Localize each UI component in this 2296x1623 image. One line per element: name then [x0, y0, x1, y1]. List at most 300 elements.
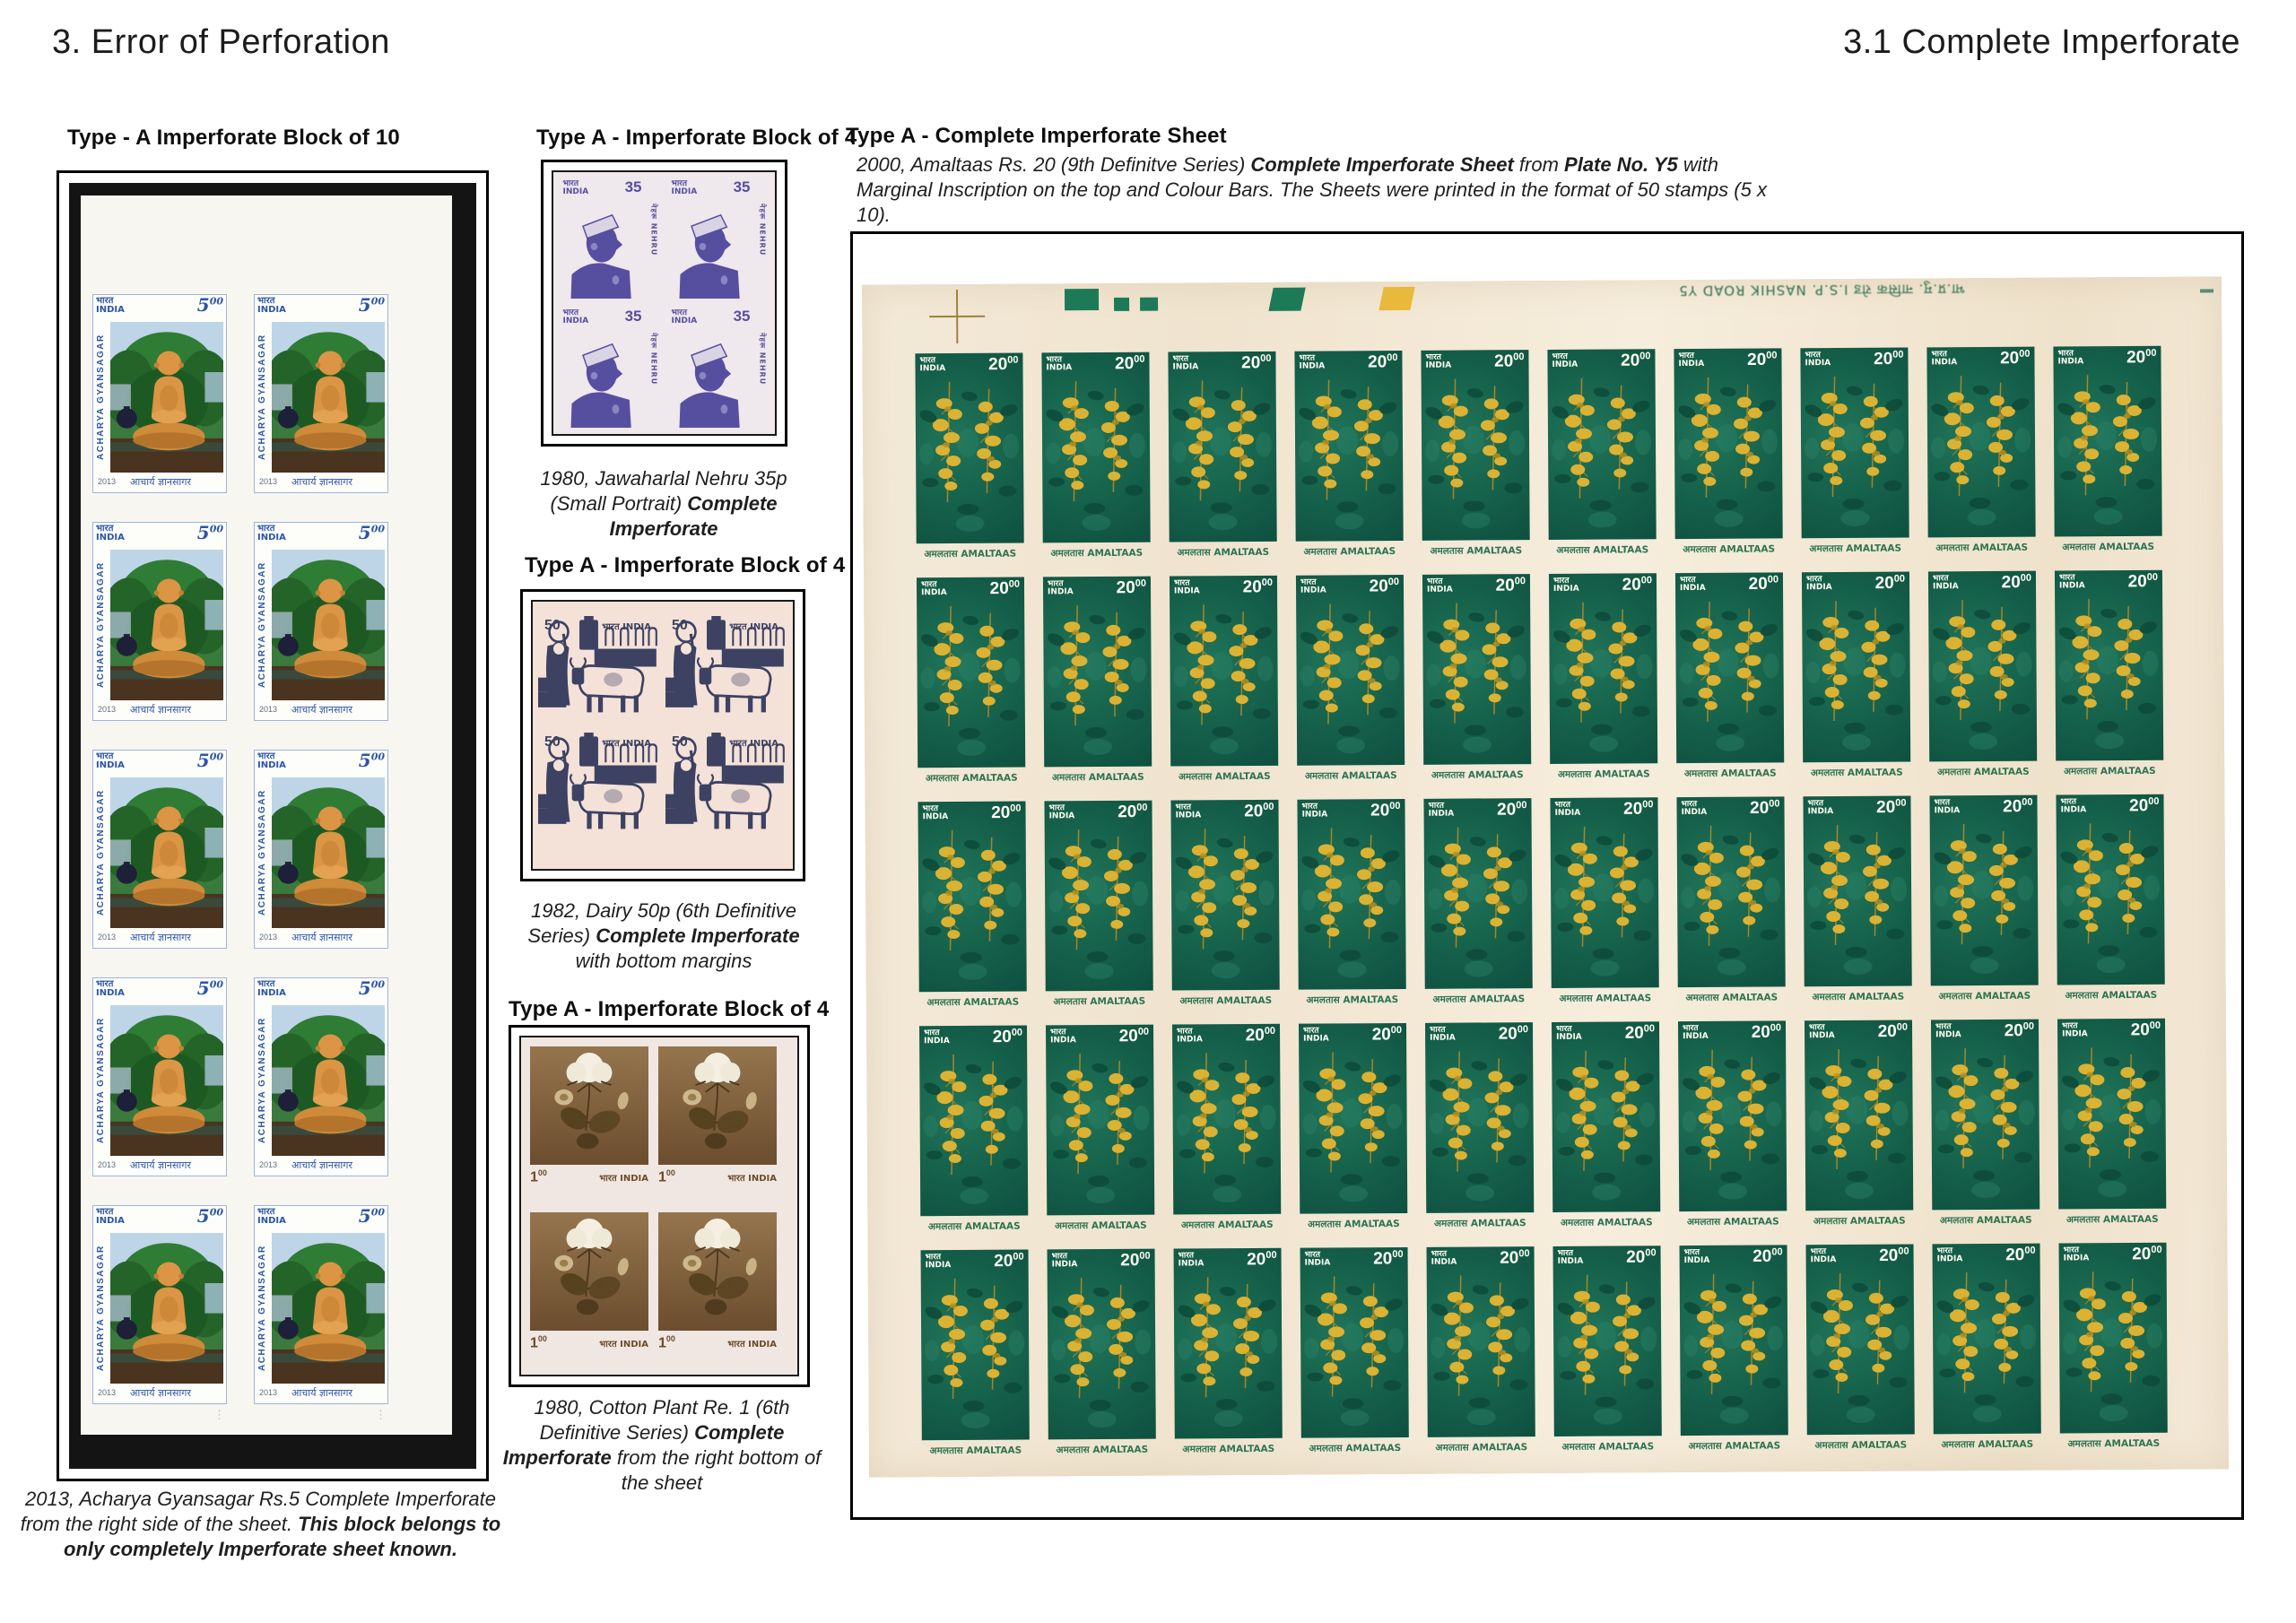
stamp-country: भारत INDIA	[1934, 798, 1961, 815]
amaltaas-flower-art	[1299, 1023, 1407, 1214]
stamp-amaltaas-rs20	[1170, 800, 1279, 1016]
amaltaas-flower-art	[1805, 1020, 1913, 1211]
amaltaas-stamp-face	[1296, 575, 1405, 766]
nehru-portrait-art	[669, 195, 755, 299]
stamp-country: भारत INDIA	[602, 739, 651, 749]
stamp-country: भारत INDIA	[1807, 799, 1834, 816]
amaltaas-stamp-face	[1044, 801, 1152, 992]
amaltaas-label: अमलतास AMALTAAS	[1050, 547, 1144, 560]
stamp-amaltaas-rs20	[1928, 571, 2037, 787]
stamp-name-hindi: आचार्य ज्ञानसागर	[130, 703, 191, 716]
amaltaas-flower-art	[1806, 1245, 1915, 1436]
stamp-value: $20^{00}$	[1751, 1022, 1782, 1042]
stamp-country: भारत INDIA	[1552, 352, 1578, 369]
stamp-country: भारत INDIA	[96, 751, 125, 770]
stamp-value: 35	[733, 308, 751, 325]
stamp-country: भारत INDIA	[96, 296, 125, 315]
amaltaas-stamp-face	[1170, 576, 1278, 767]
amaltaas-label: अमलतास AMALTAAS	[1309, 1442, 1402, 1454]
stamp-country: भारत INDIA	[925, 1253, 952, 1270]
stamp-name-hindi: आचार्य ज्ञानसागर	[130, 475, 191, 488]
amaltaas-label: अमलतास AMALTAAS	[1688, 1440, 1781, 1453]
stamp-value: $20^{00}$	[1494, 352, 1525, 371]
stamp-value: $20^{00}$	[1750, 798, 1780, 818]
stamp-country: भारत INDIA	[1050, 1028, 1076, 1045]
amaltaas-flower-art	[1294, 351, 1403, 542]
amaltaas-flower-art	[1549, 573, 1657, 764]
stamp-amaltaas-rs20	[1802, 572, 1910, 788]
stamp-amaltaas-rs20	[1299, 1023, 1407, 1239]
stamp-value: $20^{00}$	[2127, 571, 2159, 592]
amaltaas-stamp-face	[1805, 1020, 1913, 1211]
stamp-side-text: ACHARYA GYANSAGAR	[96, 789, 106, 916]
stamp-value: $1^{00}$	[658, 1334, 675, 1351]
amaltaas-flower-art	[1931, 1020, 2039, 1211]
amaltaas-label: अमलतास AMALTAAS	[1683, 768, 1777, 780]
amaltaas-flower-art	[918, 802, 1026, 993]
stamp-value: $5^{00}$	[196, 522, 223, 543]
stamp-cotton-re1	[655, 1043, 780, 1206]
stamp-cotton-re1	[526, 1209, 652, 1372]
stamp-side-text: ACHARYA GYANSAGAR	[96, 1017, 106, 1144]
stamp-amaltaas-rs20	[1552, 1021, 1660, 1237]
amaltaas-stamp-face	[1041, 352, 1150, 543]
stamp-value: $20^{00}$	[2004, 1020, 2035, 1041]
amaltaas-label: अमलतास AMALTAAS	[2062, 541, 2155, 553]
stamp-value: $20^{00}$	[992, 1027, 1023, 1047]
stamp-value: $20^{00}$	[1500, 1248, 1530, 1268]
amaltaas-stamp-face	[915, 353, 1023, 544]
amaltaas-label: अमलतास AMALTAAS	[1814, 1439, 1908, 1452]
amaltaas-flower-art	[1296, 575, 1405, 766]
amaltaas-stamp-grid	[915, 346, 2168, 1465]
stamp-amaltaas-rs20	[1926, 347, 2035, 563]
amaltaas-label: अमलतास AMALTAAS	[1560, 1217, 1653, 1228]
stamp-amaltaas-rs20	[1172, 1024, 1281, 1240]
amaltaas-flower-art	[1043, 577, 1152, 768]
amaltaas-stamp-face	[1933, 1244, 2041, 1435]
stamp-header	[96, 522, 223, 550]
cotton-plant-art	[530, 1212, 648, 1331]
amaltaas-stamp-face	[1299, 1023, 1407, 1214]
amaltaas-flower-art	[1041, 352, 1150, 543]
stamp-amaltaas-rs20	[1421, 350, 1529, 566]
amaltaas-label: अमलतास AMALTAAS	[1813, 1215, 1906, 1228]
stamp-value: $20^{00}$	[1498, 1024, 1529, 1044]
acharya-frame	[57, 170, 489, 1481]
caption-text: with Marginal Inscription on the top and Colour Bars. The Sheets were printed in the format of 50 stamps (5 x 10).	[857, 153, 1767, 227]
amaltaas-stamp-face	[1928, 571, 2037, 762]
stamp-acharya-gyansagar	[92, 522, 227, 721]
stamp-name-hindi: आचार्य ज्ञानसागर	[130, 1159, 191, 1171]
amaltaas-stamp-face	[1423, 798, 1532, 989]
amaltaas-label: अमलतास AMALTAAS	[1433, 1218, 1526, 1229]
stamp-acharya-gyansagar	[254, 1205, 388, 1404]
stamp-country: भारत INDIA	[1048, 803, 1075, 820]
stamp-dairy-50p	[536, 731, 662, 846]
left-block-heading: Type - A Imperforate Block of 10	[67, 126, 400, 150]
stamp-value: $20^{00}$	[991, 803, 1022, 823]
colour-bar-yellow	[1378, 287, 1414, 310]
marginal-inscription: भा.प्र.मु. नासिक रोड I.S.P. NASHIK ROAD Y5	[1678, 281, 1965, 299]
cotton-stamp-block	[519, 1036, 799, 1376]
stamp-year: 2013	[98, 705, 117, 714]
amaltaas-flower-art	[1425, 1022, 1534, 1213]
amaltaas-stamp-face	[1294, 351, 1403, 542]
amaltaas-label: अमलतास AMALTAAS	[1556, 544, 1649, 556]
amaltaas-flower-art	[1676, 796, 1785, 987]
amaltaas-flower-art	[1168, 352, 1276, 542]
caption-text: from the right bottom of the sheet	[611, 1446, 822, 1495]
amaltaas-flower-art	[1933, 1244, 2041, 1435]
stamp-country: भारत INDIA	[1679, 575, 1706, 593]
stamp-name-hindi: आचार्य ज्ञानसागर	[291, 1386, 352, 1399]
stamp-value: $20^{00}$	[1624, 1023, 1656, 1043]
stamp-country: भारत INDIA	[1428, 801, 1455, 819]
stamp-amaltaas-rs20	[917, 577, 1025, 794]
amaltaas-flower-art	[1926, 347, 2035, 538]
stamp-value: $20^{00}$	[2130, 1020, 2161, 1040]
amaltaas-flower-art	[917, 577, 1025, 768]
amaltaas-stamp-face	[1300, 1247, 1409, 1438]
stamp-name-hindi: आचार्य ज्ञानसागर	[130, 931, 191, 943]
acharya-stamp-art	[272, 322, 385, 473]
stamp-country: भारत INDIA	[727, 1340, 777, 1350]
stamp-value: $20^{00}$	[1623, 799, 1654, 819]
amaltaas-label: अमलतास AMALTAAS	[1053, 995, 1146, 1008]
stamp-value: $20^{00}$	[1118, 1026, 1150, 1046]
caption-bold: Complete Imperforate	[502, 1421, 785, 1470]
stamp-header	[96, 752, 223, 777]
stamp-country: भारत INDIA	[671, 308, 698, 325]
stamp-acharya-gyansagar	[92, 1205, 227, 1404]
stamp-country: भारत INDIA	[727, 1174, 777, 1185]
amaltaas-flower-art	[1674, 348, 1782, 539]
stamp-country: भारत INDIA	[1431, 1249, 1457, 1267]
stamp-amaltaas-rs20	[1800, 348, 1909, 564]
caption-text: 2000, Amaltaas Rs. 20 (9th Definitve Series)	[857, 153, 1251, 176]
stamp-value: $5^{00}$	[196, 977, 223, 999]
stamp-value: $20^{00}$	[988, 354, 1019, 375]
stamp-value: $20^{00}$	[989, 578, 1021, 599]
nehru-caption	[516, 466, 812, 542]
amaltaas-stamp-face	[2059, 1243, 2168, 1434]
stamp-side-text: ACHARYA GYANSAGAR	[257, 561, 267, 689]
dairy-stamp-art	[665, 733, 787, 844]
amaltaas-stamp-face	[1553, 1245, 1662, 1436]
stamp-header	[257, 977, 385, 1005]
stamp-country: भारत INDIA	[924, 1028, 950, 1046]
amaltaas-stamp-face	[1552, 1021, 1660, 1212]
amaltaas-flower-art	[2056, 794, 2164, 985]
stamp-amaltaas-rs20	[1549, 573, 1657, 789]
amaltaas-flower-art	[1170, 576, 1278, 767]
stamp-amaltaas-rs20	[2057, 1019, 2166, 1235]
stamp-country: भारत INDIA	[1556, 1024, 1582, 1042]
amaltaas-label: अमलतास AMALTAAS	[1809, 542, 1902, 555]
amaltaas-flower-art	[2055, 570, 2163, 761]
stamp-country: भारत INDIA	[1932, 574, 1959, 591]
stamp-side-text: ACHARYA GYANSAGAR	[96, 1245, 106, 1372]
amaltaas-stamp-face	[1172, 1024, 1281, 1215]
stamp-value: $20^{00}$	[1120, 1250, 1151, 1271]
stamp-country: भारत INDIA	[1430, 1025, 1456, 1043]
stamp-dairy-50p	[664, 731, 789, 846]
amaltaas-label: अमलतास AMALTAAS	[1304, 770, 1397, 782]
cotton-caption	[495, 1395, 829, 1497]
stamp-amaltaas-rs20	[919, 1026, 1028, 1242]
caption-text: 1980, Jawaharlal Nehru 35p (Small Portrait)	[540, 467, 787, 516]
cotton-plant-art	[658, 1212, 777, 1331]
stamp-amaltaas-rs20	[1547, 349, 1656, 565]
amaltaas-stamp-face	[1043, 577, 1152, 768]
amaltaas-label: अमलतास AMALTAAS	[1182, 1443, 1275, 1455]
stamp-acharya-gyansagar	[254, 750, 388, 949]
amaltaas-flower-art	[919, 1026, 1028, 1217]
stamp-value: $20^{00}$	[1747, 350, 1778, 369]
colour-bar-green	[1065, 289, 1099, 310]
stamp-value: $20^{00}$	[1245, 1025, 1276, 1046]
stamp-amaltaas-rs20	[1044, 801, 1152, 1017]
stamp-name-hindi: आचार्य ज्ञानसागर	[291, 931, 352, 943]
stamp-header	[96, 1205, 223, 1233]
stamp-amaltaas-rs20	[2053, 346, 2161, 562]
registration-cross	[929, 290, 985, 343]
acharya-stamp-art	[272, 550, 385, 700]
stamp-value: $20^{00}$	[1242, 577, 1274, 597]
stamp-amaltaas-rs20	[921, 1250, 1030, 1466]
stamp-value: $20^{00}$	[1874, 349, 1904, 369]
stamp-country: भारत INDIA	[257, 1207, 286, 1226]
stamp-amaltaas-rs20	[1294, 351, 1403, 567]
margin-tick	[2200, 289, 2213, 292]
stamp-country: भारत INDIA	[1175, 803, 1202, 820]
amaltaas-label: अमलतास AMALTAAS	[2067, 1437, 2161, 1450]
stamp-country: भारत INDIA	[2061, 1021, 2088, 1039]
stamp-value: $20^{00}$	[2005, 1245, 2036, 1265]
stamp-name-hindi: आचार्य ज्ञानसागर	[130, 1386, 191, 1399]
stamp-amaltaas-rs20	[1553, 1245, 1662, 1462]
stamp-country: भारत INDIA	[1177, 1027, 1203, 1045]
amaltaas-stamp-face	[1800, 348, 1909, 539]
amaltaas-flower-art	[1553, 1245, 1662, 1436]
stamp-side-text: नेहरू NEHRU	[649, 333, 658, 386]
amaltaas-stamp-face	[2053, 346, 2161, 537]
stamp-country: भारत INDIA	[562, 179, 589, 196]
amaltaas-stamp-face	[1425, 1022, 1534, 1213]
amaltaas-label: अमलतास AMALTAAS	[1430, 545, 1523, 557]
amaltaas-flower-art	[921, 1250, 1030, 1441]
amaltaas-flower-art	[1800, 348, 1909, 539]
stamp-nehru-35p	[557, 175, 664, 302]
amaltaas-label: अमलतास AMALTAAS	[1936, 766, 2030, 778]
sheet-caption	[857, 152, 1780, 228]
caption-bold: Complete Imperforate	[596, 924, 800, 948]
amaltaas-label: अमलतास AMALTAAS	[1435, 1442, 1528, 1454]
stamp-value: $20^{00}$	[1371, 1024, 1403, 1045]
amaltaas-flower-art	[1803, 796, 1911, 987]
stamp-year: 2013	[259, 477, 278, 486]
stamp-country: भारत INDIA	[920, 580, 947, 597]
stamp-country: भारत INDIA	[599, 1340, 648, 1350]
amaltaas-label: अमलतास AMALTAAS	[1939, 1214, 2032, 1227]
stamp-side-text: ACHARYA GYANSAGAR	[96, 334, 106, 461]
amaltaas-stamp-face	[1926, 347, 2035, 538]
amaltaas-label: अमलतास AMALTAAS	[1683, 543, 1776, 556]
stamp-value: $20^{00}$	[1752, 1246, 1783, 1266]
stamp-country: भारत INDIA	[96, 1207, 125, 1226]
stamp-amaltaas-rs20	[1297, 799, 1405, 1015]
nehru-stamp-block	[552, 170, 777, 436]
caption-bold: This block belongs to only completely Imperforate sheet known.	[64, 1513, 501, 1561]
amaltaas-flower-art	[1680, 1245, 1788, 1436]
stamp-value: $5^{00}$	[358, 522, 385, 543]
stamp-year: 2013	[259, 1160, 278, 1169]
stamp-country: भारत INDIA	[599, 1174, 648, 1185]
amaltaas-stamp-face	[1174, 1248, 1283, 1439]
acharya-stamp-art	[110, 322, 223, 473]
acharya-stamp-art	[272, 777, 385, 928]
amaltaas-stamp-face	[1675, 572, 1784, 763]
stamp-amaltaas-rs20	[1680, 1245, 1788, 1461]
amaltaas-flower-art	[2053, 346, 2161, 537]
stamp-value: 35	[733, 178, 751, 195]
dairy-stamp-art	[538, 616, 660, 727]
amaltaas-stamp-face	[1421, 350, 1529, 541]
stamp-country: भारत INDIA	[1178, 1251, 1205, 1269]
amaltaas-stamp-face	[1422, 574, 1531, 765]
nehru-portrait-art	[561, 195, 647, 299]
colour-bar-green	[1268, 288, 1305, 311]
amaltaas-label: अमलतास AMALTAAS	[1685, 992, 1779, 1004]
stamp-country: भारत INDIA	[1304, 1250, 1331, 1268]
stamp-acharya-gyansagar	[254, 522, 388, 721]
stamp-amaltaas-rs20	[1805, 1020, 1913, 1237]
cotton-frame	[509, 1025, 810, 1387]
stamp-value: $20^{00}$	[2003, 796, 2033, 817]
amaltaas-label: अमलतास AMALTAAS	[2065, 989, 2158, 1002]
registration-dots: ⋮	[375, 1408, 387, 1421]
stamp-country: भारत INDIA	[1809, 1023, 1835, 1040]
amaltaas-stamp-face	[1547, 349, 1656, 540]
amaltaas-label: अमलतास AMALTAAS	[2066, 1213, 2159, 1226]
amaltaas-label: अमलतास AMALTAAS	[1431, 769, 1524, 781]
stamp-value: $20^{00}$	[2129, 795, 2160, 816]
stamp-nehru-35p	[665, 175, 772, 302]
amaltaas-label: अमलतास AMALTAAS	[1941, 1438, 2034, 1451]
amaltaas-stamp-face	[1806, 1245, 1915, 1436]
stamp-value: 50	[672, 618, 688, 633]
stamp-year: 2013	[259, 933, 278, 942]
stamp-value: $1^{00}$	[530, 1334, 547, 1351]
stamp-cotton-re1	[526, 1043, 652, 1206]
amaltaas-label: अमलतास AMALTAAS	[1561, 1441, 1655, 1453]
amaltaas-label: अमलतास AMALTAAS	[1557, 768, 1650, 780]
stamp-country: भारत INDIA	[1047, 579, 1074, 596]
stamp-nehru-35p	[557, 304, 664, 431]
stamp-year: 2013	[98, 477, 117, 486]
amaltaas-label: अमलतास AMALTAAS	[924, 548, 1017, 560]
stamp-country: भारत INDIA	[1173, 578, 1200, 596]
stamp-country: भारत INDIA	[1805, 351, 1831, 368]
amaltaas-stamp-face	[1680, 1245, 1788, 1436]
stamp-amaltaas-rs20	[1300, 1247, 1409, 1463]
stamp-country: भारत INDIA	[2057, 349, 2084, 367]
stamp-value: $20^{00}$	[1622, 575, 1653, 595]
amaltaas-label: अमलतास AMALTAAS	[1938, 990, 2031, 1002]
stamp-value: $20^{00}$	[2132, 1244, 2162, 1264]
stamp-amaltaas-rs20	[1929, 795, 2038, 1011]
stamp-amaltaas-rs20	[1048, 1249, 1156, 1465]
amaltaas-label: अमलतास AMALTAAS	[1303, 546, 1396, 558]
amaltaas-label: अमलतास AMALTAAS	[1179, 994, 1273, 1007]
stamp-side-text: ACHARYA GYANSAGAR	[257, 1017, 267, 1144]
stamp-country: भारत INDIA	[1554, 800, 1581, 818]
sheet-heading: Type A - Complete Imperforate Sheet	[846, 124, 1227, 148]
caption-text: 1982, Dairy 50p (6th Definitive Series)	[527, 899, 796, 948]
amaltaas-flower-art	[1297, 799, 1405, 990]
stamp-amaltaas-rs20	[1550, 797, 1658, 1013]
amaltaas-label: अमलतास AMALTAAS	[1812, 991, 1905, 1003]
stamp-side-text: ACHARYA GYANSAGAR	[257, 1245, 267, 1372]
stamp-value: 35	[624, 178, 642, 195]
amaltaas-label: अमलतास AMALTAAS	[1051, 771, 1144, 784]
stamp-country: भारत INDIA	[1805, 575, 1832, 592]
amaltaas-flower-art	[1046, 1025, 1154, 1216]
stamp-dairy-50p	[536, 614, 662, 729]
amaltaas-flower-art	[1552, 1021, 1660, 1212]
stamp-country: भारत INDIA	[1810, 1247, 1837, 1264]
acharya-photo-mount	[69, 183, 476, 1469]
stamp-side-text: नेहरू NEHRU	[758, 333, 767, 386]
amaltaas-label: अमलतास AMALTAAS	[1935, 542, 2029, 554]
stamp-amaltaas-rs20	[1170, 576, 1278, 792]
stamp-country: भारत INDIA	[1683, 1023, 1709, 1041]
stamp-value: $5^{00}$	[358, 294, 385, 316]
stamp-country: भारत INDIA	[1678, 351, 1705, 369]
stamp-amaltaas-rs20	[1931, 1020, 2039, 1236]
acharya-sheet	[81, 195, 452, 1435]
stamp-amaltaas-rs20	[1678, 1020, 1787, 1237]
stamp-country: भारत INDIA	[96, 979, 125, 998]
stamp-country: भारत INDIA	[257, 524, 286, 542]
stamp-country: भारत INDIA	[1557, 1248, 1584, 1266]
stamp-country: भारत INDIA	[1301, 802, 1328, 820]
amaltaas-flower-art	[1547, 349, 1656, 540]
stamp-amaltaas-rs20	[2055, 570, 2163, 786]
stamp-value: $5^{00}$	[196, 294, 223, 316]
stamp-country: भारत INDIA	[257, 296, 286, 315]
amaltaas-flower-art	[1928, 571, 2037, 762]
stamp-country: भारत INDIA	[1681, 799, 1708, 817]
amaltaas-stamp-face	[1678, 1020, 1787, 1211]
stamp-country: भारत INDIA	[1300, 577, 1326, 595]
amaltaas-stamp-face	[1802, 572, 1910, 763]
amaltaas-stamp-face	[1550, 797, 1658, 988]
stamp-nehru-35p	[665, 304, 772, 431]
acharya-stamp-art	[110, 1005, 223, 1156]
amaltaas-stamp-face	[1046, 1025, 1154, 1216]
amaltaas-stamp-face	[1168, 352, 1276, 542]
amaltaas-label: अमलतास AMALTAAS	[1177, 546, 1270, 559]
stamp-name-hindi: आचार्य ज्ञानसागर	[291, 475, 352, 488]
caption-bold: Plate No. Y5	[1564, 153, 1678, 176]
caption-bold: Complete Imperforate	[609, 492, 778, 541]
stamp-country: भारत INDIA	[257, 751, 286, 770]
stamp-amaltaas-rs20	[1675, 572, 1784, 788]
amaltaas-stamp-face	[1803, 796, 1911, 987]
stamp-amaltaas-rs20	[1674, 348, 1782, 564]
